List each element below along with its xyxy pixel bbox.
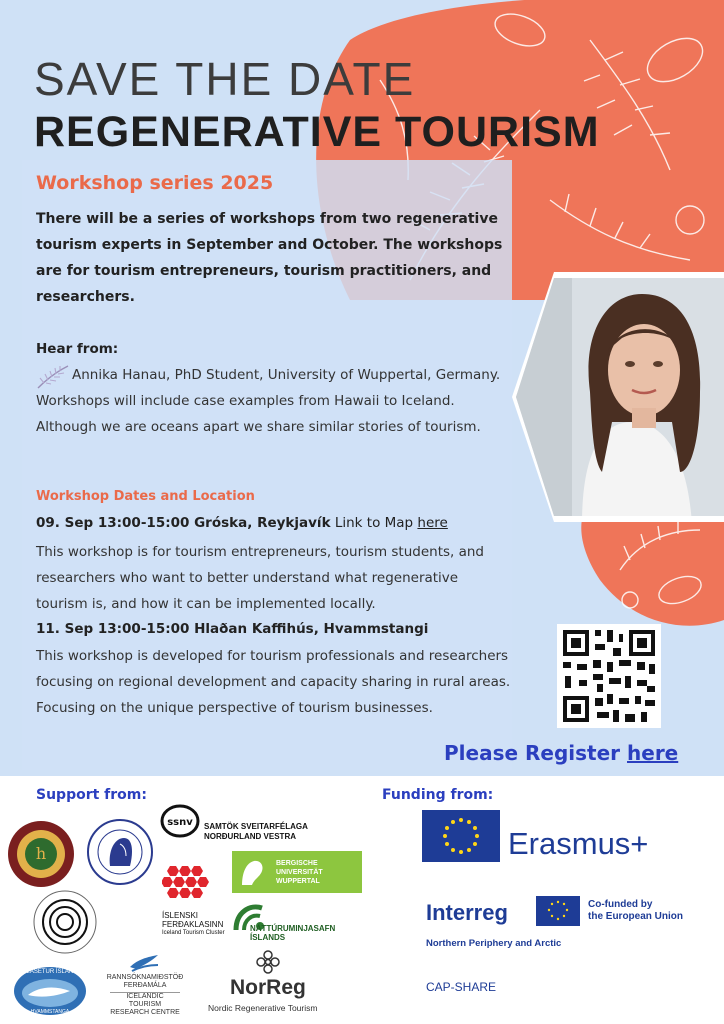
norreg-flower-icon <box>256 950 280 974</box>
institute-seal-logo <box>32 889 98 955</box>
funding-from-label: Funding from: <box>382 787 494 803</box>
cofunded-text <box>588 899 683 923</box>
rmf-name <box>104 974 186 1017</box>
cluster-line-1: ÍSLENSKI <box>162 911 199 920</box>
eu-flag-icon <box>422 810 500 862</box>
seal-sub: HVAMMSTANGA <box>30 1009 70 1015</box>
hear-from-label: Hear from: <box>36 341 119 357</box>
university-of-iceland-logo <box>84 816 156 888</box>
natturuminjasafn-name <box>250 924 335 942</box>
selasetur-logo <box>10 961 90 1017</box>
event-2-datetime-location: 11. Sep 13:00-15:00 Hlaðan Kaffihús, Hvammstangi <box>36 621 429 637</box>
rmf-bird-icon <box>128 953 160 973</box>
speaker-description: Annika Hanau, PhD Student, University of Wuppertal, Germany. Workshops will include case examples from Hawaii to Iceland. Although we are oceans apart we share similar stories of tourism. <box>36 367 501 435</box>
register-cta <box>444 741 678 765</box>
wuppertal-lion-icon <box>238 857 266 887</box>
ssnv-line-1: SAMTÖK SVEITARFÉLAGA <box>204 822 308 831</box>
natt-line-2: ÍSLANDS <box>250 933 286 942</box>
capshare-name: CAP-SHARE <box>426 980 497 994</box>
event-1-datetime-location: 09. Sep 13:00-15:00 Gróska, Reykjavík <box>36 515 331 531</box>
map-link[interactable]: here <box>417 515 448 531</box>
cofunded-line-1: Co-funded by <box>588 899 653 910</box>
workshop-dates-heading: Workshop Dates and Location <box>36 489 255 504</box>
intro-paragraph: There will be a series of workshops from two regenerative tourism experts in September and October. The workshops are for tourism entrepreneurs, tourism practitioners, and researchers. <box>36 211 503 305</box>
rmf-line-1: RANNSÓKNAMIÐSTÖÐ <box>106 974 184 981</box>
event-1-link-prefix: Link to Map <box>334 515 414 531</box>
event-1-header <box>36 515 448 531</box>
wuppertal-line-3: WUPPERTAL <box>276 878 320 885</box>
wuppertal-line-1: BERGISCHE <box>276 860 318 867</box>
ssnv-line-2: NORÐURLAND VESTRA <box>204 832 296 841</box>
rmf-line-4: RESEARCH CENTRE <box>110 1009 180 1016</box>
eu-flag-small-icon <box>536 896 580 926</box>
speaker-photo <box>512 272 724 524</box>
npa-name: Northern Periphery and Arctic <box>426 938 562 949</box>
wuppertal-line-2: UNIVERSITÄT <box>276 869 323 876</box>
wuppertal-logo <box>232 851 362 893</box>
tourism-cluster-name <box>162 911 225 938</box>
cluster-line-3: Iceland Tourism Cluster <box>162 930 225 936</box>
cofunded-line-2: the European Union <box>588 911 683 922</box>
erasmus-name: Erasmus+ <box>508 826 649 861</box>
ssnv-abbr: ssnv <box>167 817 193 828</box>
seal-text: SELASETUR ÍSLANDS <box>18 969 82 975</box>
support-from-label: Support from: <box>36 787 147 803</box>
regenerative-tourism-title: REGENERATIVE TOURISM <box>34 108 600 156</box>
natt-line-1: NÁTTÚRUMINJASAFN <box>250 924 336 933</box>
norreg-sub: Nordic Regenerative Tourism <box>208 1003 318 1013</box>
holar-university-logo <box>6 819 76 889</box>
ssnv-name <box>204 822 308 842</box>
interreg-name: Interreg <box>426 900 508 925</box>
workshop-series-subtitle: Workshop series 2025 <box>36 172 274 194</box>
qr-code[interactable] <box>557 624 661 728</box>
footer <box>0 776 724 1024</box>
cluster-line-2: FERÐAKLASINN <box>162 920 224 929</box>
register-prefix: Please Register <box>444 741 621 765</box>
rmf-line-2: FERÐAMÁLA <box>123 982 167 989</box>
ssnv-logo-icon <box>160 804 200 838</box>
norreg-name: NorReg <box>230 976 306 999</box>
event-2-description: This workshop is developed for tourism professionals and researchers focusing on regional development and capacity sharing in rural areas. Focusing on the unique perspective of tourism businesses. <box>36 648 511 716</box>
event-2-header <box>36 621 428 637</box>
svg-text:h: h <box>35 844 47 863</box>
rmf-line-3: ICELANDIC TOURISM <box>110 992 180 1009</box>
hexagon-cluster-icon <box>162 864 218 904</box>
save-the-date-title: SAVE THE DATE <box>34 53 416 105</box>
event-1-description: This workshop is for tourism entrepreneurs, tourism students, and researchers who want to better understand what regenerative tourism is, and how it can be implemented locally. <box>36 544 485 612</box>
register-link[interactable]: here <box>627 741 679 765</box>
